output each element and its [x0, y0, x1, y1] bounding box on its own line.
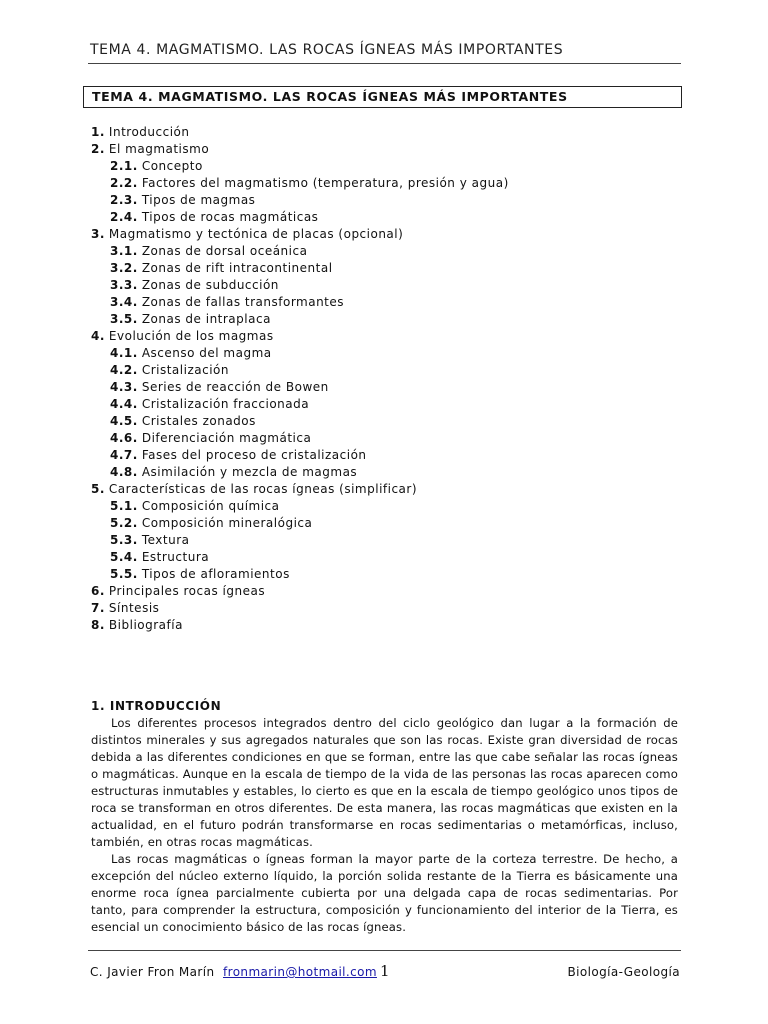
- toc-item: [91, 549, 691, 566]
- toc-item-label: Cristales zonados: [141, 414, 256, 428]
- toc-item-number: 3.1.: [110, 244, 138, 258]
- toc-item: [91, 532, 691, 549]
- toc-item-number: 2.2.: [110, 176, 138, 190]
- toc-item-number: 2.4.: [110, 210, 138, 224]
- toc-item-number: 4.1.: [110, 346, 138, 360]
- chapter-title-box: TEMA 4. MAGMATISMO. LAS ROCAS ÍGNEAS MÁS IMPORTANTES: [83, 86, 682, 108]
- toc-item-label: Cristalización fraccionada: [141, 397, 310, 411]
- page-number: 1: [380, 962, 390, 980]
- toc-item-label: Cristalización: [141, 363, 229, 377]
- toc-item: [91, 515, 691, 532]
- toc-item: [91, 362, 691, 379]
- toc-item-label: Evolución de los magmas: [108, 329, 274, 343]
- toc-item-label: Fases del proceso de cristalización: [141, 448, 367, 462]
- toc-item-label: Zonas de fallas transformantes: [141, 295, 345, 309]
- toc-item-label: Tipos de afloramientos: [141, 567, 290, 581]
- footer-author: C. Javier Fron Marín: [90, 965, 215, 979]
- toc-item: [91, 277, 691, 294]
- toc-item-label: Síntesis: [108, 601, 160, 615]
- toc-item-number: 4.3.: [110, 380, 138, 394]
- toc-item-number: 1.: [91, 125, 105, 139]
- toc-item-label: Composición mineralógica: [141, 516, 313, 530]
- toc-item-label: Concepto: [141, 159, 203, 173]
- toc-item: [91, 379, 691, 396]
- toc-item-label: Tipos de rocas magmáticas: [141, 210, 319, 224]
- toc-item: [91, 396, 691, 413]
- toc-item-number: 7.: [91, 601, 105, 615]
- toc-item-number: 5.5.: [110, 567, 138, 581]
- toc-item: [91, 124, 691, 141]
- toc-item-label: Zonas de rift intracontinental: [141, 261, 333, 275]
- toc-item: [91, 141, 691, 158]
- table-of-contents: [91, 124, 691, 634]
- toc-item: [91, 481, 691, 498]
- toc-item-number: 2.3.: [110, 193, 138, 207]
- toc-item-label: Zonas de subducción: [141, 278, 279, 292]
- footer-divider: [88, 950, 681, 951]
- toc-item-label: Magmatismo y tectónica de placas (opcional): [108, 227, 404, 241]
- toc-item-label: Ascenso del magma: [141, 346, 272, 360]
- toc-item-number: 3.5.: [110, 312, 138, 326]
- toc-item: [91, 209, 691, 226]
- toc-item: [91, 243, 691, 260]
- toc-item: [91, 226, 691, 243]
- toc-item: [91, 294, 691, 311]
- toc-item-label: Introducción: [108, 125, 190, 139]
- toc-item: [91, 617, 691, 634]
- toc-item-number: 3.3.: [110, 278, 138, 292]
- toc-item: [91, 345, 691, 362]
- toc-item-number: 4.5.: [110, 414, 138, 428]
- toc-item: [91, 328, 691, 345]
- toc-item-label: Composición química: [141, 499, 280, 513]
- toc-item-number: 3.: [91, 227, 105, 241]
- page-footer: [90, 962, 680, 983]
- toc-item: [91, 158, 691, 175]
- toc-item-label: Zonas de dorsal oceánica: [141, 244, 308, 258]
- toc-item-label: Principales rocas ígneas: [108, 584, 266, 598]
- toc-item: [91, 260, 691, 277]
- toc-item-label: Diferenciación magmática: [141, 431, 312, 445]
- toc-item-label: Factores del magmatismo (temperatura, presión y agua): [141, 176, 509, 190]
- toc-item-label: Asimilación y mezcla de magmas: [141, 465, 358, 479]
- toc-item: [91, 175, 691, 192]
- toc-item-number: 3.4.: [110, 295, 138, 309]
- toc-item: [91, 447, 691, 464]
- toc-item-number: 4.8.: [110, 465, 138, 479]
- toc-item: [91, 192, 691, 209]
- toc-item-label: Estructura: [141, 550, 210, 564]
- paragraph: Las rocas magmáticas o ígneas forman la mayor parte de la corteza terrestre. De hecho, a excepción del núcleo externo líquido, la porción solida restante de la Tierra es básicamente una enorme roca ígnea parcialmente cubierta por una delgada capa de rocas sedimentarias. Por tanto, para comprender la estructura, composición y funcionamiento del interior de la Tierra, es esencial un conocimiento básico de las rocas ígneas.: [91, 852, 678, 934]
- toc-item: [91, 498, 691, 515]
- toc-item: [91, 430, 691, 447]
- toc-item-number: 3.2.: [110, 261, 138, 275]
- toc-item-number: 6.: [91, 584, 105, 598]
- toc-item: [91, 583, 691, 600]
- paragraph: Los diferentes procesos integrados dentro del ciclo geológico dan lugar a la formación de distintos minerales y sus agregados naturales que son las rocas. Existe gran diversidad de rocas debida a las diferentes condiciones en que se forman, entre las que cabe señalar las rocas ígneas o magmáticas. Aunque en la escala de tiempo de la vida de las personas las rocas aparecen como estructuras inmutables y estables, lo cierto es que en la escala de tiempo geológico unos tipos de roca se transforman en otros diferentes. De esta manera, las rocas magmáticas que existen en la actualidad, en el futuro podrán transformarse en rocas sedimentarias o metamórficas, incluso, también, en otras rocas magmáticas.: [91, 716, 678, 849]
- toc-item-label: El magmatismo: [108, 142, 210, 156]
- toc-item-number: 4.: [91, 329, 105, 343]
- toc-item-number: 4.2.: [110, 363, 138, 377]
- toc-item-label: Tipos de magmas: [141, 193, 256, 207]
- toc-item-label: Bibliografía: [108, 618, 183, 632]
- running-header: TEMA 4. MAGMATISMO. LAS ROCAS ÍGNEAS MÁS IMPORTANTES: [90, 42, 564, 58]
- toc-item: [91, 600, 691, 617]
- toc-item-number: 4.7.: [110, 448, 138, 462]
- toc-item-number: 5.4.: [110, 550, 138, 564]
- toc-item-label: Series de reacción de Bowen: [141, 380, 329, 394]
- toc-item-label: Características de las rocas ígneas (simplificar): [108, 482, 418, 496]
- toc-item: [91, 311, 691, 328]
- header-divider: [88, 63, 681, 64]
- toc-item: [91, 566, 691, 583]
- toc-item-number: 2.: [91, 142, 105, 156]
- toc-item-number: 5.: [91, 482, 105, 496]
- toc-item-number: 2.1.: [110, 159, 138, 173]
- toc-item-number: 5.3.: [110, 533, 138, 547]
- toc-item: [91, 464, 691, 481]
- footer-subject: Biología-Geología: [567, 965, 680, 979]
- toc-item-number: 5.2.: [110, 516, 138, 530]
- author-email-link[interactable]: fronmarin@hotmail.com: [223, 965, 377, 979]
- toc-item-number: 5.1.: [110, 499, 138, 513]
- section-heading: 1. INTRODUCCIÓN: [91, 699, 222, 713]
- toc-item-number: 4.6.: [110, 431, 138, 445]
- toc-item-label: Zonas de intraplaca: [141, 312, 271, 326]
- toc-item-label: Textura: [141, 533, 190, 547]
- toc-item: [91, 413, 691, 430]
- section-body: [91, 715, 678, 936]
- toc-item-number: 4.4.: [110, 397, 138, 411]
- toc-item-number: 8.: [91, 618, 105, 632]
